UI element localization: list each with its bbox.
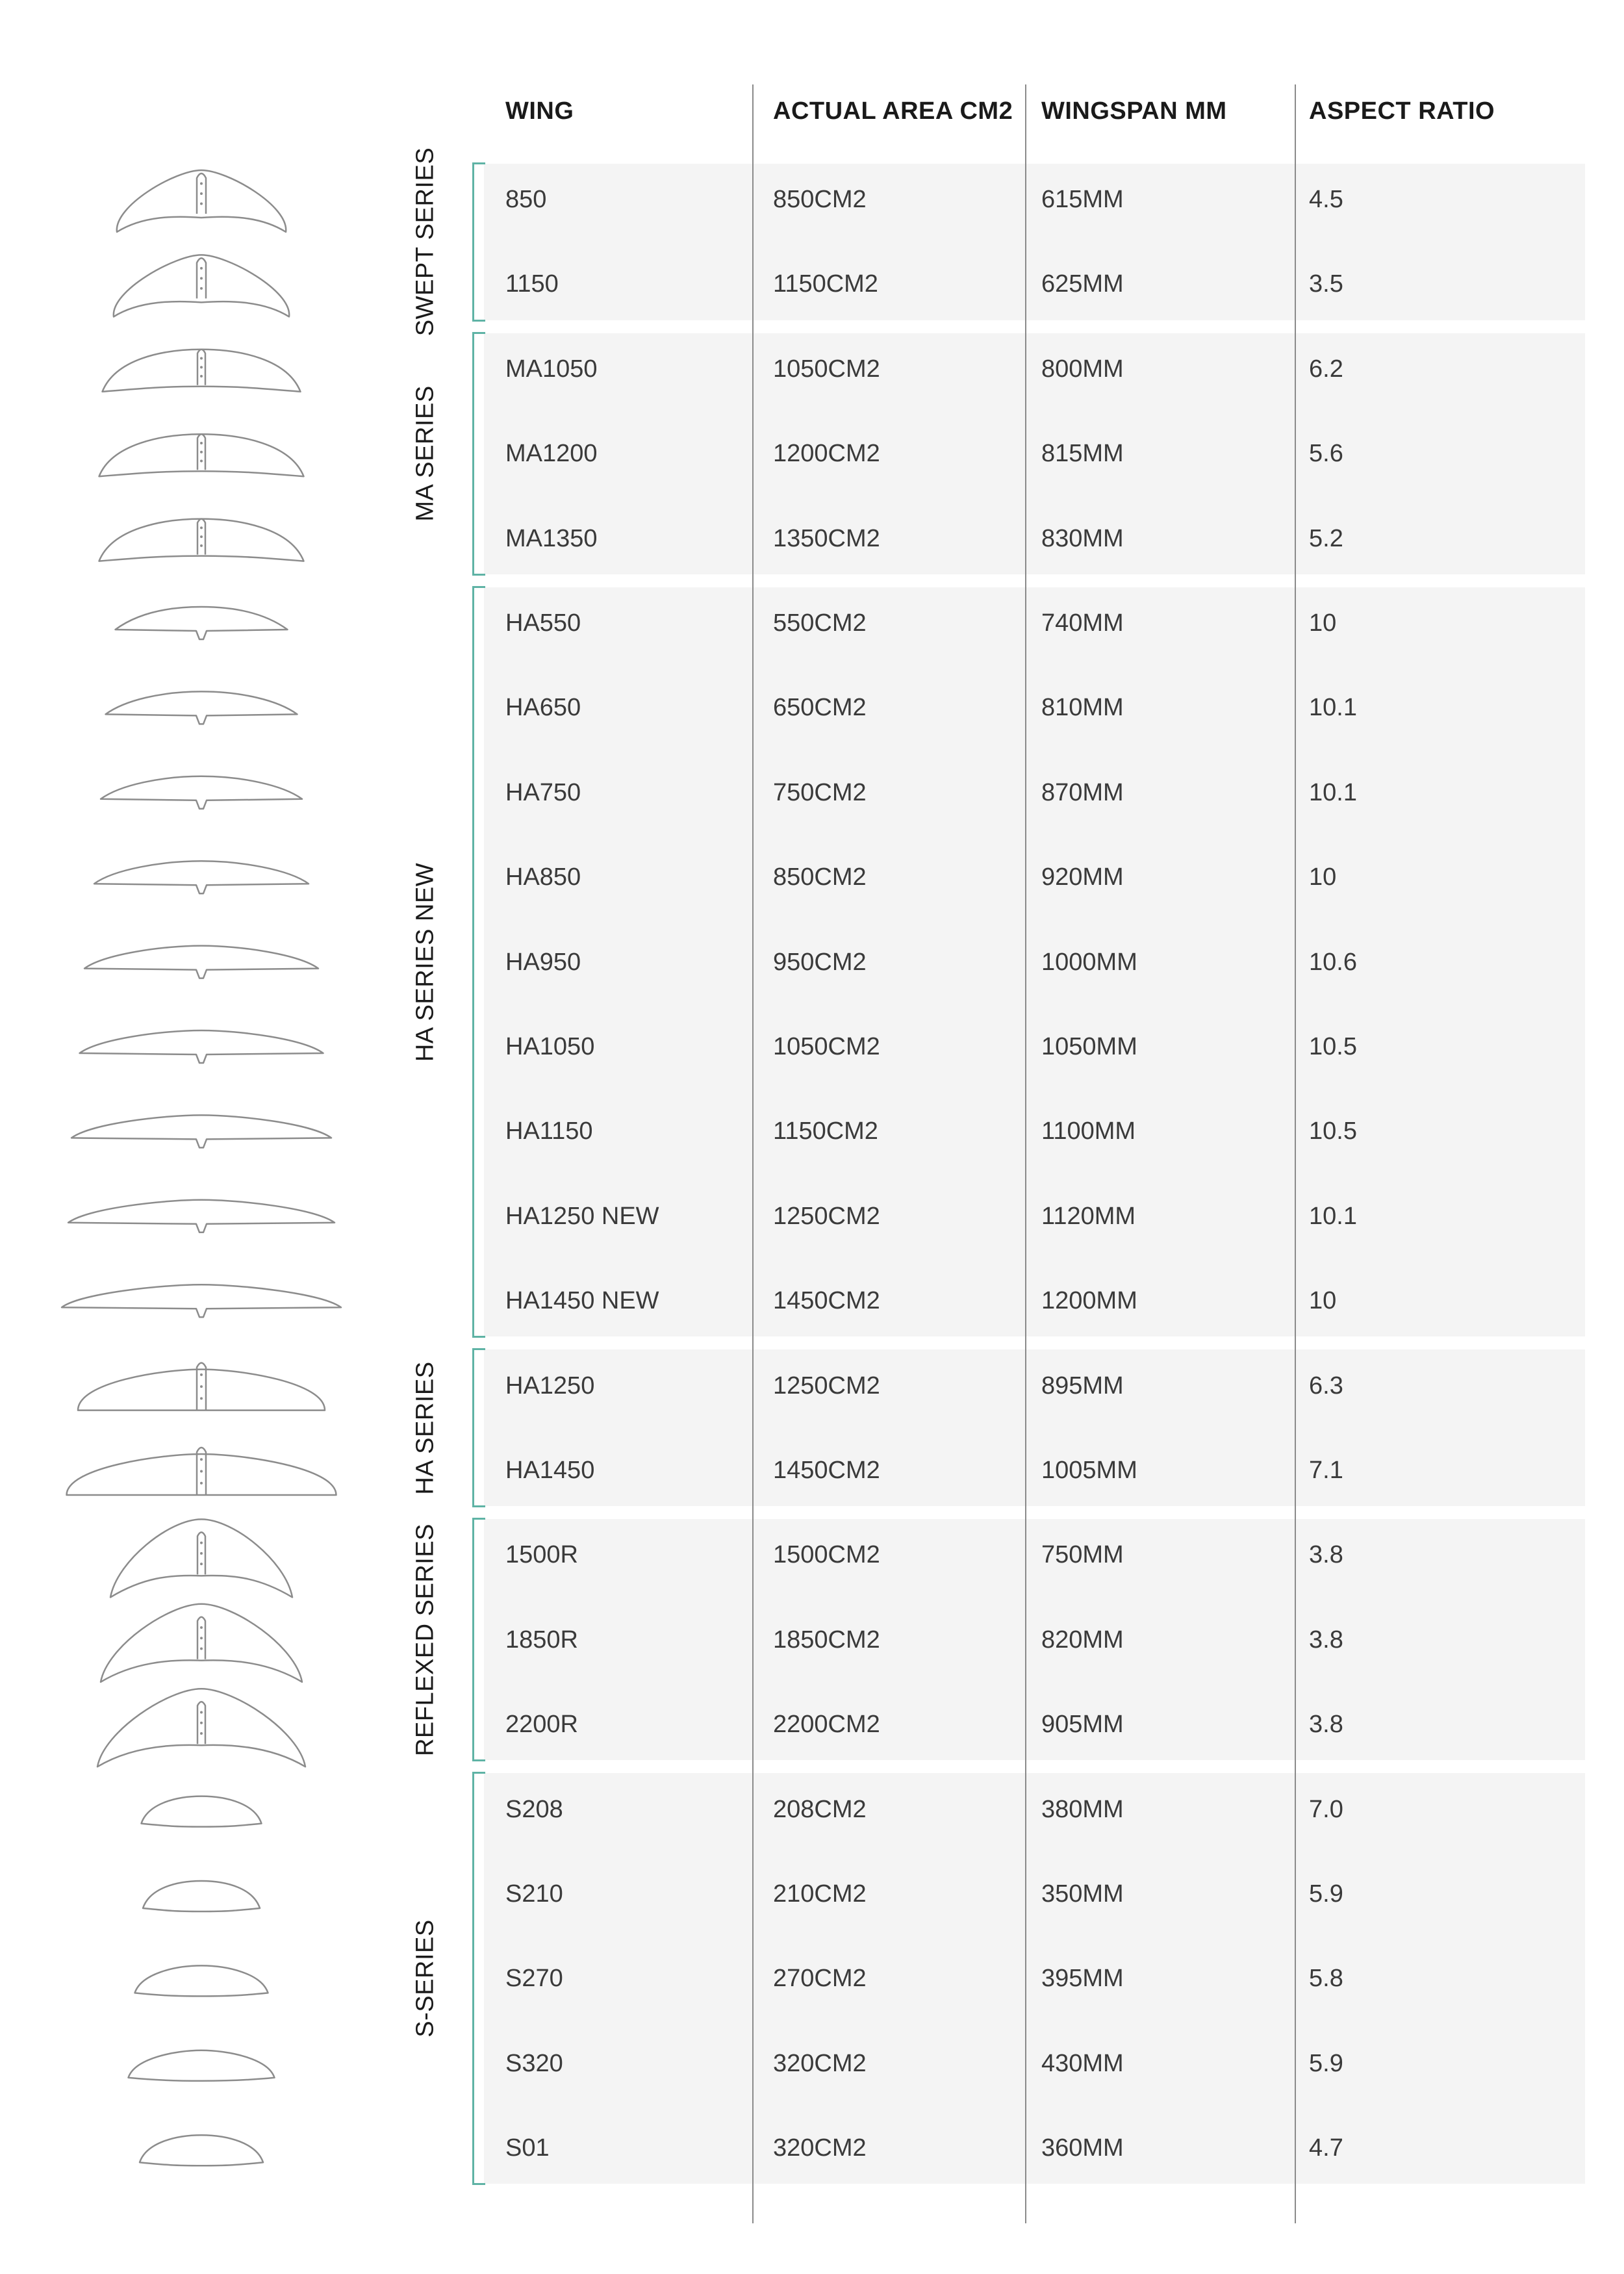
cell-aspect: 10.6 — [1309, 948, 1357, 976]
wing-silhouette-ha-new — [116, 607, 288, 639]
mast-screw — [200, 1648, 203, 1650]
group-bracket — [472, 1772, 485, 2185]
group-band — [484, 164, 1585, 320]
cell-area: 1050CM2 — [773, 355, 880, 383]
group-bracket — [472, 1518, 485, 1761]
cell-aspect: 3.8 — [1309, 1711, 1343, 1739]
wing-silhouette-ma — [99, 519, 304, 561]
cell-wingspan: 740MM — [1041, 609, 1124, 637]
series-label: HA SERIES NEW — [411, 862, 439, 1062]
cell-wing: HA650 — [505, 694, 581, 722]
group-band — [484, 1773, 1585, 2184]
mast-screw — [200, 1458, 203, 1461]
cell-wingspan: 360MM — [1041, 2134, 1124, 2162]
mast-screw — [200, 183, 203, 185]
mast-screw — [200, 1482, 203, 1485]
cell-aspect: 4.5 — [1309, 186, 1343, 213]
cell-wing: 2200R — [505, 1711, 578, 1739]
cell-area: 750CM2 — [773, 778, 867, 806]
wing-silhouette-ha-new — [62, 1284, 341, 1317]
group-band — [484, 333, 1585, 574]
cell-wing: S270 — [505, 1965, 563, 1993]
cell-wing: S208 — [505, 1795, 563, 1823]
cell-aspect: 10 — [1309, 863, 1337, 891]
mast-screw — [200, 277, 203, 279]
mast-screw — [200, 1626, 203, 1629]
series-label: HA SERIES — [411, 1361, 439, 1495]
cell-wing: 1150 — [505, 270, 559, 298]
cell-wing: MA1200 — [505, 440, 598, 468]
group-bracket — [472, 586, 485, 1338]
series-label: SWEPT SERIES — [411, 147, 439, 337]
cell-aspect: 4.7 — [1309, 2134, 1343, 2162]
mast-screw — [200, 357, 203, 360]
mast-screw — [200, 1722, 203, 1724]
cell-wing: HA1450 — [505, 1457, 595, 1484]
cell-wingspan: 870MM — [1041, 778, 1124, 806]
wing-silhouette-ha-new — [94, 861, 309, 893]
mast-screw — [200, 1711, 203, 1713]
cell-wing: S210 — [505, 1880, 563, 1908]
cell-wing: HA1250 — [505, 1372, 595, 1399]
wing-silhouette-reflexed — [97, 1689, 305, 1767]
mast-screw — [200, 442, 203, 444]
wing-silhouette-swept — [117, 170, 286, 232]
cell-wing: S320 — [505, 2049, 563, 2077]
cell-aspect: 10.5 — [1309, 1118, 1357, 1145]
cell-wingspan: 615MM — [1041, 186, 1124, 213]
wing-silhouette-s — [142, 1796, 262, 1827]
cell-wingspan: 1050MM — [1041, 1033, 1137, 1060]
cell-wing: HA1450 NEW — [505, 1287, 659, 1315]
group-bracket — [472, 162, 485, 322]
cell-area: 1850CM2 — [773, 1626, 880, 1654]
cell-aspect: 3.5 — [1309, 270, 1343, 298]
cell-area: 1250CM2 — [773, 1202, 880, 1230]
wing-silhouette-swept — [114, 255, 289, 316]
wing-silhouette-s — [143, 1881, 260, 1911]
mast-screw — [200, 544, 203, 547]
mast-screw — [200, 1552, 203, 1555]
column-header-aspect: ASPECT RATIO — [1309, 97, 1495, 125]
cell-area: 320CM2 — [773, 2049, 867, 2077]
wing-silhouette-ha-new — [68, 1200, 335, 1233]
cell-wing: 1850R — [505, 1626, 578, 1654]
mast-screw — [200, 375, 203, 377]
cell-area: 650CM2 — [773, 694, 867, 722]
cell-wingspan: 430MM — [1041, 2049, 1124, 2077]
cell-wingspan: 820MM — [1041, 1626, 1124, 1654]
mast-screw — [200, 459, 203, 462]
mast-screw — [200, 1397, 203, 1399]
cell-aspect: 6.3 — [1309, 1372, 1343, 1399]
mast-screw — [200, 526, 203, 529]
cell-aspect: 3.8 — [1309, 1626, 1343, 1654]
mast-screw — [200, 1563, 203, 1565]
cell-aspect: 10 — [1309, 1287, 1337, 1315]
cell-wing: HA1250 NEW — [505, 1202, 659, 1230]
cell-aspect: 10.1 — [1309, 778, 1357, 806]
mast-screw — [200, 203, 203, 205]
cell-aspect: 10.5 — [1309, 1033, 1357, 1060]
cell-wingspan: 800MM — [1041, 355, 1124, 383]
cell-aspect: 10.1 — [1309, 1202, 1357, 1230]
cell-aspect: 6.2 — [1309, 355, 1343, 383]
cell-wingspan: 1000MM — [1041, 948, 1137, 976]
cell-area: 270CM2 — [773, 1965, 867, 1993]
mast-screw — [200, 451, 203, 454]
cell-wing: MA1350 — [505, 524, 598, 552]
cell-wingspan: 815MM — [1041, 440, 1124, 468]
cell-aspect: 5.8 — [1309, 1965, 1343, 1993]
cell-wingspan: 1005MM — [1041, 1457, 1137, 1484]
column-header-wing: WING — [505, 97, 574, 125]
cell-area: 2200CM2 — [773, 1711, 880, 1739]
wing-silhouette-s — [140, 2135, 263, 2165]
cell-wing: HA750 — [505, 778, 581, 806]
wing-silhouette-ha-new — [106, 691, 298, 724]
mast-screw — [200, 535, 203, 538]
cell-aspect: 5.6 — [1309, 440, 1343, 468]
series-label: S-SERIES — [411, 1919, 439, 2038]
cell-wing: HA1150 — [505, 1118, 593, 1145]
mast-screw — [200, 1385, 203, 1388]
cell-area: 1050CM2 — [773, 1033, 880, 1060]
mast-screw — [200, 267, 203, 270]
cell-area: 1450CM2 — [773, 1287, 880, 1315]
mast-screw — [200, 1732, 203, 1735]
cell-wingspan: 1100MM — [1041, 1118, 1136, 1145]
mast-screw — [200, 1470, 203, 1473]
cell-aspect: 7.0 — [1309, 1795, 1343, 1823]
wing-silhouette-reflexed — [110, 1519, 292, 1597]
wing-silhouette-ma — [99, 434, 304, 476]
cell-wingspan: 1120MM — [1041, 1202, 1136, 1230]
cell-wingspan: 380MM — [1041, 1795, 1124, 1823]
column-header-wingspan: WINGSPAN MM — [1041, 97, 1227, 125]
cell-wing: S01 — [505, 2134, 550, 2162]
wing-silhouette-ma — [103, 350, 301, 392]
cell-wingspan: 895MM — [1041, 1372, 1124, 1399]
wing-silhouette-ha-new — [80, 1030, 324, 1063]
cell-wing: HA1050 — [505, 1033, 595, 1060]
mast-screw — [200, 1637, 203, 1639]
column-header-area: ACTUAL AREA CM2 — [773, 97, 1013, 125]
wing-silhouette-ha-new — [101, 776, 302, 809]
cell-wingspan: 625MM — [1041, 270, 1124, 298]
cell-wingspan: 920MM — [1041, 863, 1124, 891]
cell-wingspan: 905MM — [1041, 1711, 1124, 1739]
cell-wingspan: 750MM — [1041, 1541, 1124, 1569]
wing-silhouette-s — [129, 2050, 275, 2081]
column-divider — [752, 84, 754, 2223]
wing-silhouette-ha-new — [84, 946, 318, 978]
cell-area: 950CM2 — [773, 948, 867, 976]
column-divider — [1025, 84, 1026, 2223]
cell-area: 210CM2 — [773, 1880, 867, 1908]
mast-screw — [200, 366, 203, 368]
cell-aspect: 5.2 — [1309, 524, 1343, 552]
cell-area: 850CM2 — [773, 863, 867, 891]
cell-area: 1500CM2 — [773, 1541, 880, 1569]
cell-wing: HA950 — [505, 948, 581, 976]
column-divider — [1295, 84, 1296, 2223]
cell-area: 850CM2 — [773, 186, 867, 213]
cell-aspect: 10 — [1309, 609, 1337, 637]
cell-area: 1150CM2 — [773, 270, 878, 298]
cell-area: 208CM2 — [773, 1795, 867, 1823]
cell-area: 1250CM2 — [773, 1372, 880, 1399]
cell-area: 1450CM2 — [773, 1457, 880, 1484]
cell-wingspan: 830MM — [1041, 524, 1124, 552]
series-label: MA SERIES — [411, 385, 439, 522]
wing-silhouette-ha-new — [71, 1115, 331, 1147]
cell-area: 1200CM2 — [773, 440, 880, 468]
mast-screw — [200, 1373, 203, 1376]
cell-aspect: 10.1 — [1309, 694, 1357, 722]
series-label: REFLEXED SERIES — [411, 1523, 439, 1756]
cell-wing: HA850 — [505, 863, 581, 891]
cell-area: 320CM2 — [773, 2134, 867, 2162]
mast-screw — [200, 287, 203, 290]
cell-wing: MA1050 — [505, 355, 598, 383]
cell-wing: 850 — [505, 186, 547, 213]
cell-wingspan: 1200MM — [1041, 1287, 1137, 1315]
group-band — [484, 1349, 1585, 1506]
cell-wing: 1500R — [505, 1541, 578, 1569]
group-bracket — [472, 1348, 485, 1507]
cell-aspect: 5.9 — [1309, 2049, 1343, 2077]
cell-wingspan: 810MM — [1041, 694, 1124, 722]
cell-area: 550CM2 — [773, 609, 867, 637]
wing-silhouette-reflexed — [101, 1604, 302, 1682]
mast-screw — [200, 1542, 203, 1544]
cell-aspect: 3.8 — [1309, 1541, 1343, 1569]
cell-area: 1350CM2 — [773, 524, 880, 552]
cell-aspect: 5.9 — [1309, 1880, 1343, 1908]
cell-wing: HA550 — [505, 609, 581, 637]
group-bracket — [472, 332, 485, 576]
wing-silhouette-s — [135, 1965, 268, 1996]
cell-wingspan: 350MM — [1041, 1880, 1124, 1908]
cell-aspect: 7.1 — [1309, 1457, 1343, 1484]
cell-area: 1150CM2 — [773, 1118, 878, 1145]
mast-screw — [200, 192, 203, 195]
cell-wingspan: 395MM — [1041, 1965, 1124, 1993]
group-band — [484, 1519, 1585, 1760]
